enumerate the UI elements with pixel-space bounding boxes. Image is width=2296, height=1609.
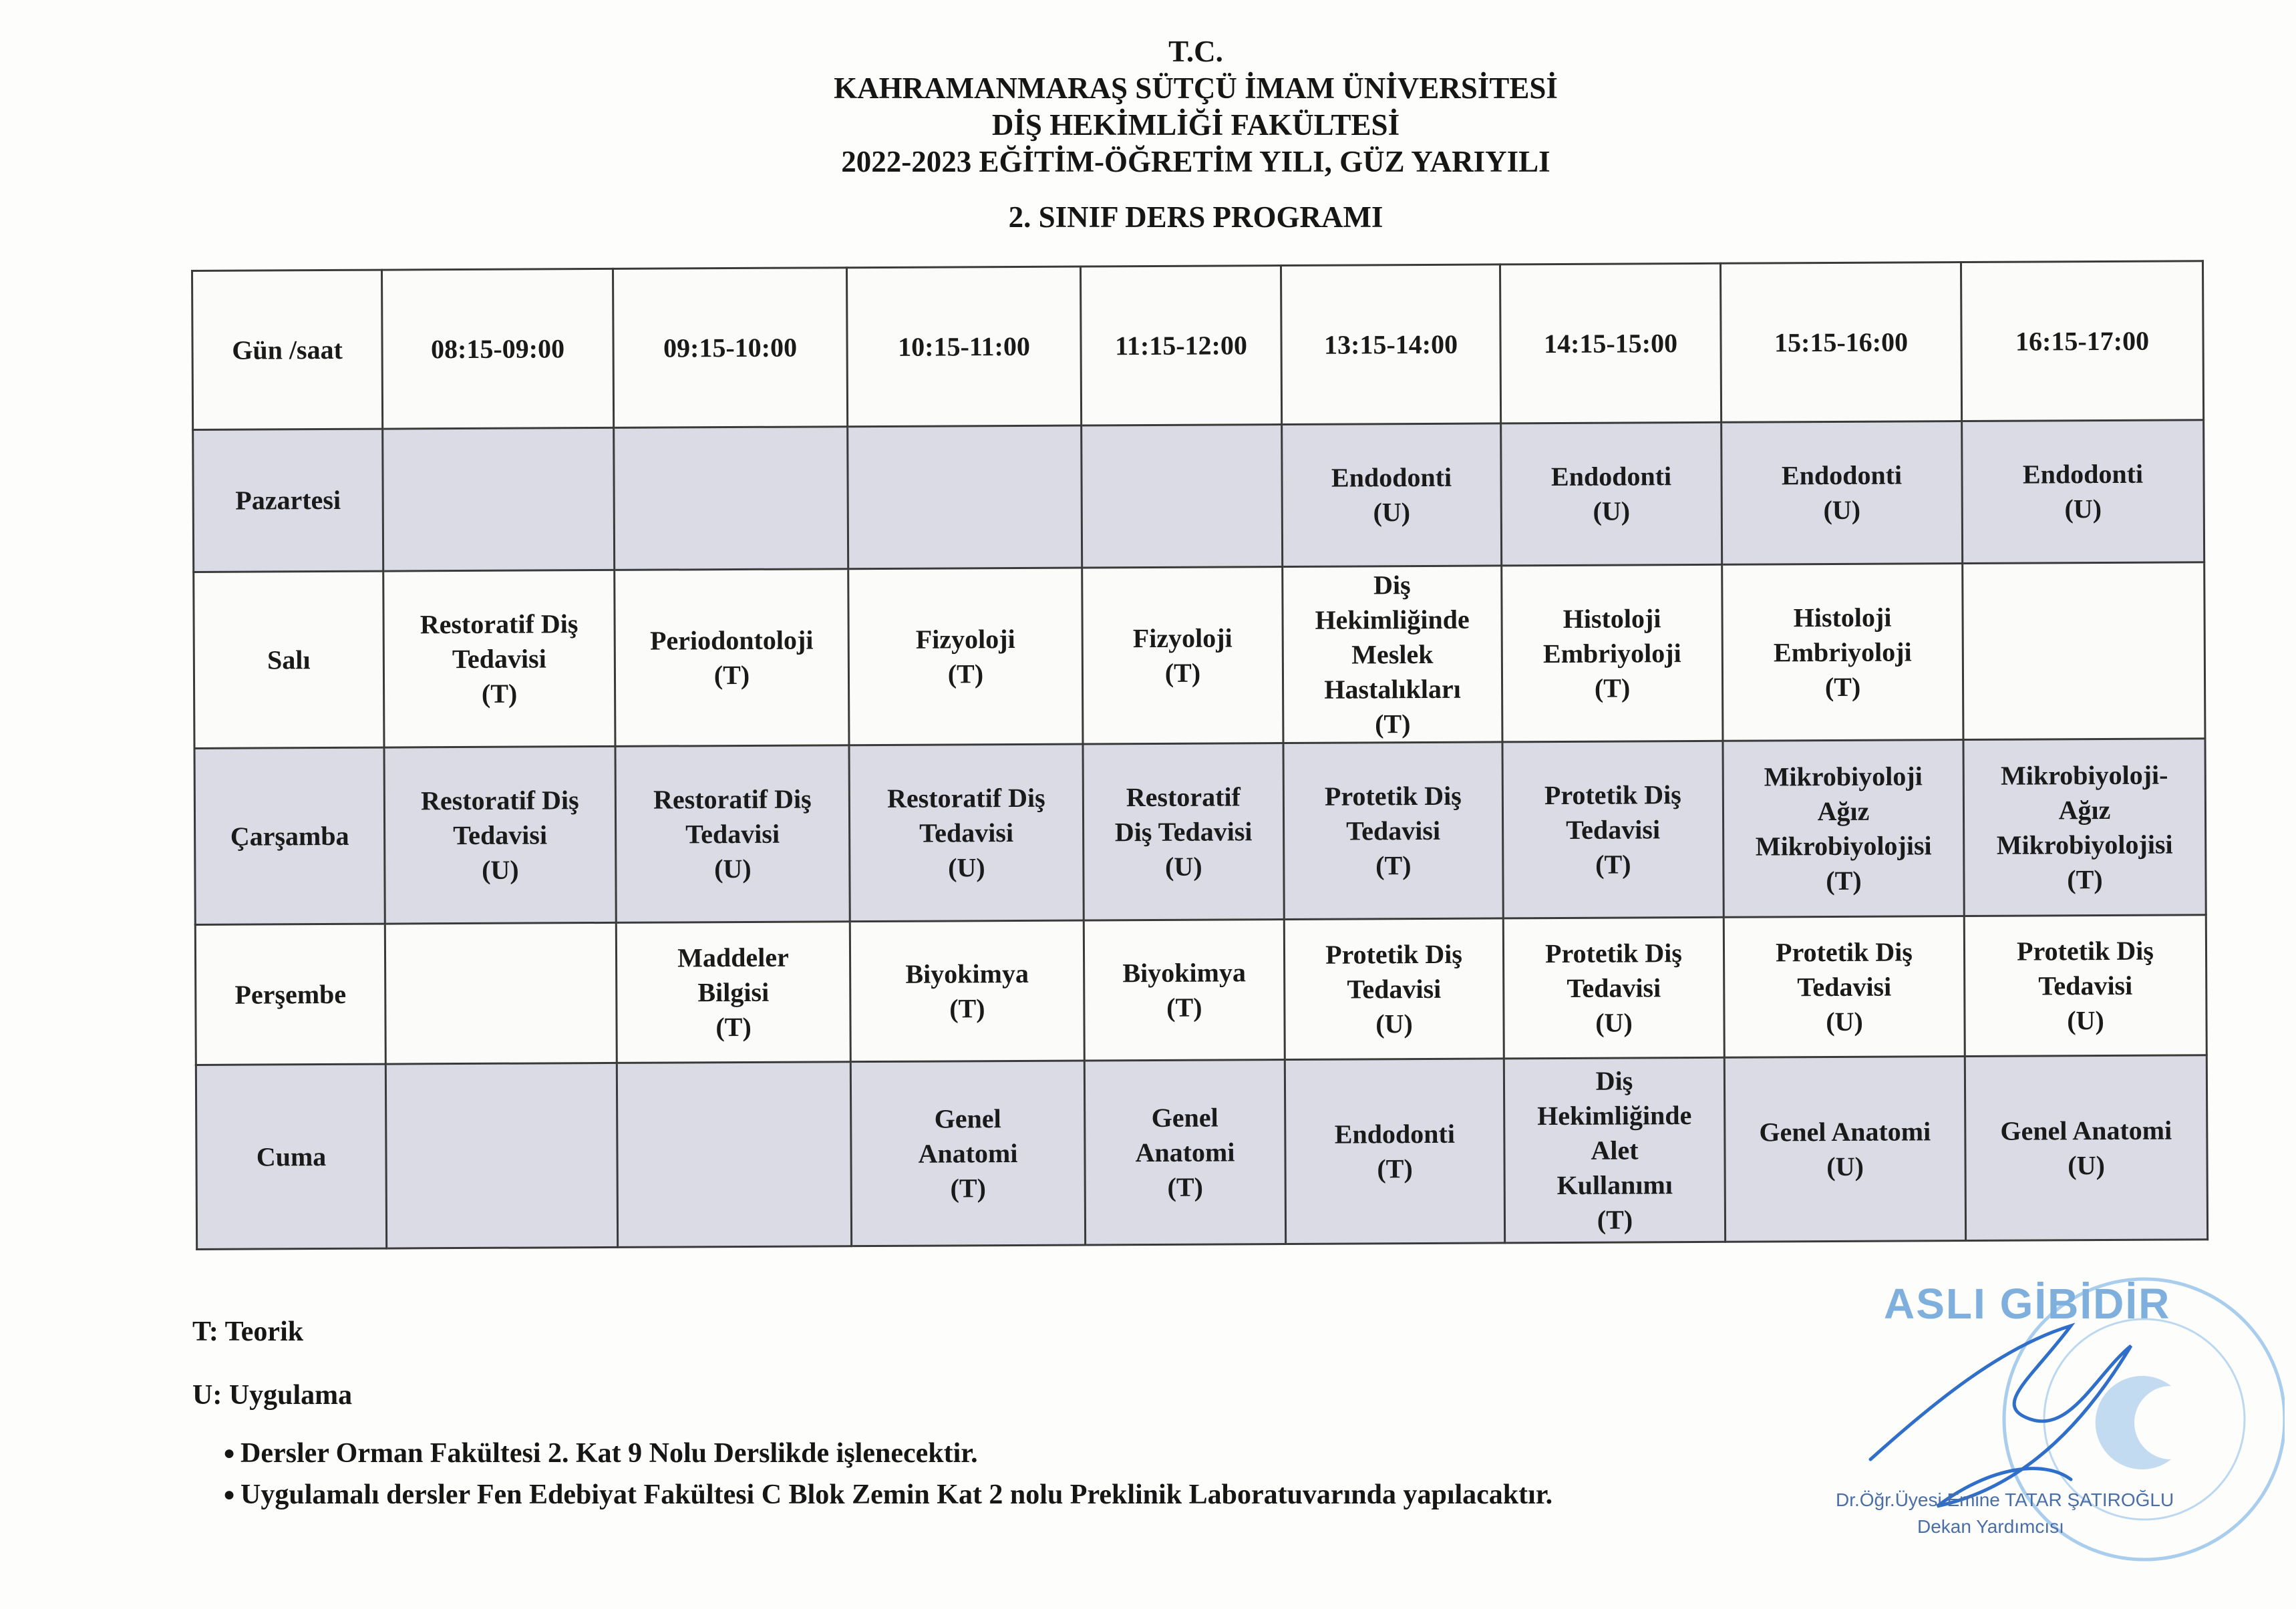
empty-cell	[848, 425, 1082, 569]
course-cell: Protetik Diş Tedavisi (U)	[1724, 916, 1965, 1058]
note-text: Dersler Orman Fakültesi 2. Kat 9 Nolu Derslikde işlenecektir.	[240, 1438, 978, 1469]
time-slot-header: 11:15-12:00	[1080, 266, 1281, 425]
course-cell: Biyokimya (T)	[850, 920, 1084, 1062]
legend-uygulama: U: Uygulama	[192, 1380, 353, 1411]
time-slot-header: 08:15-09:00	[382, 269, 614, 429]
course-cell: Mikrobiyoloji Ağız Mikrobiyolojisi (T)	[1723, 740, 1964, 918]
note-item	[223, 1433, 1552, 1474]
course-cell: Restoratif Diş Tedavisi (U)	[1083, 743, 1284, 920]
day-cell: Pazartesi	[193, 429, 383, 572]
schedule-table	[191, 260, 2208, 1250]
note-text: Uygulamalı dersler Fen Edebiyat Fakültesi C Blok Zemin Kat 2 nolu Preklinik Laboratuvarında yapılacaktır.	[240, 1479, 1553, 1510]
course-cell: Protetik Diş Tedavisi (U)	[1284, 918, 1504, 1060]
day-cell: Çarşamba	[194, 747, 385, 924]
header-faculty: DİŞ HEKİMLİĞİ FAKÜLTESİ	[991, 108, 1400, 142]
course-cell: Endodonti (T)	[1285, 1059, 1504, 1244]
day-cell: Salı	[194, 571, 384, 748]
course-cell: Restoratif Diş Tedavisi (U)	[615, 745, 850, 923]
signer-title: Dekan Yardımcısı	[1917, 1516, 2064, 1537]
schedule-header-row	[192, 261, 2204, 430]
course-cell: Fizyoloji (T)	[848, 568, 1083, 745]
course-cell: Endodonti (U)	[1721, 421, 1963, 565]
empty-cell	[1963, 562, 2205, 740]
bullet-icon: ●	[223, 1442, 236, 1464]
course-cell: Protetik Diş Tedavisi (U)	[1503, 917, 1724, 1059]
empty-cell	[614, 427, 848, 570]
schedule-row	[194, 562, 2205, 749]
course-cell: Endodonti (U)	[1962, 420, 2204, 564]
note-item	[223, 1474, 1553, 1515]
course-cell: Periodontoloji (T)	[615, 569, 849, 747]
course-cell: Biyokimya (T)	[1084, 920, 1285, 1061]
course-cell: Maddeler Bilgisi (T)	[616, 922, 850, 1063]
header-tc: T.C.	[1168, 35, 1223, 68]
course-cell: Protetik Diş Tedavisi (T)	[1283, 742, 1503, 920]
schedule-row	[194, 739, 2206, 925]
header-university: KAHRAMANMARAŞ SÜTÇÜ İMAM ÜNİVERSİTESİ	[834, 71, 1558, 105]
course-cell: Mikrobiyoloji- Ağız Mikrobiyolojisi (T)	[1963, 739, 2206, 916]
time-slot-header: 14:15-15:00	[1500, 263, 1721, 423]
course-cell: Restoratif Diş Tedavisi (U)	[384, 746, 616, 924]
empty-cell	[383, 427, 615, 571]
time-slot-header: 13:15-14:00	[1281, 264, 1500, 425]
day-cell: Perşembe	[195, 924, 385, 1065]
legend-teorik: T: Teorik	[192, 1316, 304, 1347]
time-slot-header: 15:15-16:00	[1720, 262, 1961, 423]
signature-scribble	[1870, 1326, 2131, 1506]
course-cell: Endodonti (U)	[1282, 423, 1502, 567]
course-cell: Histoloji Embriyoloji (T)	[1502, 564, 1723, 742]
empty-cell	[385, 1063, 617, 1248]
course-cell: Histoloji Embriyoloji (T)	[1722, 564, 1963, 741]
course-cell: Protetik Diş Tedavisi (T)	[1502, 741, 1724, 918]
bullet-icon: ●	[223, 1483, 236, 1505]
schedule-row	[193, 420, 2204, 572]
course-cell: Genel Anatomi (T)	[850, 1061, 1085, 1246]
header-academic-year: 2022-2023 EĞİTİM-ÖĞRETİM YILI, GÜZ YARIYILI	[841, 145, 1550, 178]
course-cell: Endodonti (U)	[1501, 422, 1722, 566]
schedule-row	[195, 915, 2206, 1065]
course-cell: Restoratif Diş Tedavisi (U)	[849, 744, 1084, 922]
corner-cell: Gün /saat	[192, 270, 383, 429]
day-cell: Cuma	[196, 1064, 386, 1249]
course-cell: Genel Anatomi (T)	[1084, 1060, 1285, 1245]
empty-cell	[385, 922, 617, 1064]
time-slot-header: 16:15-17:00	[1961, 261, 2203, 421]
time-slot-header: 09:15-10:00	[613, 268, 847, 428]
notes-list	[223, 1433, 1553, 1515]
signer-name: Dr.Öğr.Üyesi Emine TATAR ŞATIROĞLU	[1836, 1489, 2174, 1510]
course-cell: Diş Hekimliğinde Meslek Hastalıkları (T)	[1283, 566, 1502, 743]
schedule-row	[196, 1055, 2207, 1250]
course-cell: Genel Anatomi (U)	[1724, 1057, 1965, 1242]
course-cell: Protetik Diş Tedavisi (U)	[1964, 915, 2206, 1057]
document-header	[0, 33, 2296, 236]
course-cell: Restoratif Diş Tedavisi (T)	[383, 570, 615, 747]
stamp-heading: ASLI GİBİDİR	[1884, 1280, 2171, 1328]
time-slot-header: 10:15-11:00	[846, 266, 1081, 427]
empty-cell	[1082, 425, 1283, 568]
empty-cell	[617, 1062, 851, 1248]
program-title: 2. SINIF DERS PROGRAMI	[1008, 200, 1383, 234]
course-cell: Genel Anatomi (U)	[1965, 1055, 2207, 1241]
crescent-icon	[2096, 1376, 2171, 1469]
course-cell: Fizyoloji (T)	[1082, 567, 1283, 744]
course-cell: Diş Hekimliğinde Alet Kullanımı (T)	[1504, 1057, 1725, 1243]
